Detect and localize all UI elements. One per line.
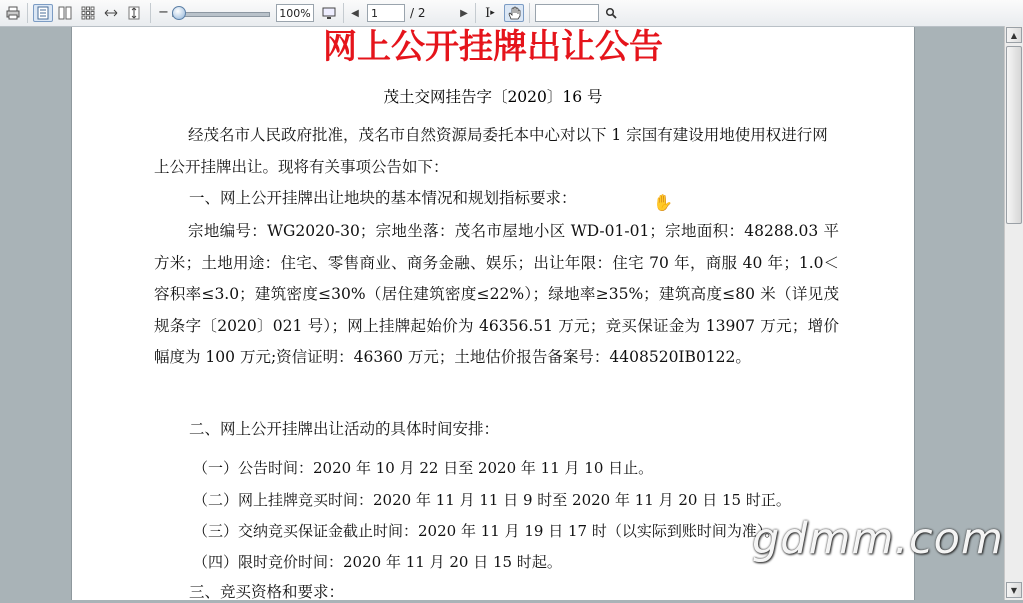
fit-width-icon[interactable]	[101, 4, 121, 22]
fit-height-icon[interactable]	[124, 4, 144, 22]
schedule-item: （一）公告时间：2020 年 10 月 22 日至 2020 年 11 月 10 日止。	[193, 459, 654, 477]
intro-paragraph: 经茂名市人民政府批准，茂名市自然资源局委托本中心对以下 1 宗国有建设用地使用权进行网上公开挂牌出让。现将有关事项公告如下：	[154, 126, 828, 176]
hand-tool-icon[interactable]	[504, 4, 524, 22]
search-input[interactable]	[535, 4, 599, 22]
schedule-item: （三）交纳竞买保证金截止时间：2020 年 11 月 19 日 17 时（以实际到账时间为准）。	[193, 522, 780, 540]
site-watermark: gdmm.com	[752, 514, 1004, 564]
section2-heading: 二、网上公开挂牌出让活动的具体时间安排：	[189, 420, 500, 438]
zoom-slider[interactable]	[172, 12, 270, 17]
vertical-scrollbar[interactable]	[1004, 26, 1023, 600]
scroll-down-icon[interactable]: ▼	[1006, 582, 1022, 598]
continuous-view-icon[interactable]	[55, 4, 75, 22]
schedule-item: （二）网上挂牌竞买时间：2020 年 11 月 11 日 9 时至 2020 年 11 月 20 日 15 时正。	[193, 491, 791, 509]
schedule-item: （四）限时竞价时间：2020 年 11 月 20 日 15 时起。	[193, 553, 562, 571]
zoom-slider-thumb[interactable]	[172, 6, 186, 20]
print-icon[interactable]	[3, 4, 23, 22]
viewer-toolbar	[0, 0, 1023, 27]
prev-page-icon[interactable]: ◀	[351, 7, 359, 19]
section1-body: 宗地编号：WG2020-30；宗地坐落：茂名市屋地小区 WD-01-01；宗地面积：48288.03 平方米；土地用途：住宅、零售商业、商务金融、娱乐；出让年限：住宅 70 年，商服 40 年；1.0＜容积率≤3.0；建筑密度≤30%（居住建筑密度≤22%）；绿地率≥35%；建筑高度≤80 米（详见茂规条字〔2020〕021 号）；网上挂牌起始价为 46356.51 万元；竞买保证金为 13907 万元；增价幅度为 100 万元;资信证明：46360 万元；土地估价报告备案号：4408520IB0122。	[154, 222, 839, 366]
section1-heading: 一、网上公开挂牌出让地块的基本情况和规划指标要求：	[189, 189, 577, 207]
search-icon[interactable]	[601, 4, 621, 22]
scroll-up-icon[interactable]: ▲	[1006, 27, 1022, 43]
page-total-label: / 2	[410, 6, 426, 20]
zoom-out-icon[interactable]: −	[158, 5, 169, 20]
hand-cursor-icon: ✋	[653, 193, 673, 212]
page-number-input[interactable]: 1	[367, 4, 405, 22]
single-page-view-icon[interactable]	[33, 4, 53, 22]
document-number: 茂土交网挂告字〔2020〕16 号	[383, 88, 603, 106]
section3-heading: 三、竞买资格和要求：	[189, 583, 345, 601]
fullscreen-icon[interactable]	[319, 4, 339, 22]
next-page-icon[interactable]: ▶	[460, 7, 468, 19]
text-select-icon[interactable]: I ▸	[485, 5, 495, 21]
thumbnail-grid-icon[interactable]	[78, 4, 98, 22]
document-title: 网上公开挂牌出让公告	[323, 27, 663, 67]
zoom-field[interactable]: 100%	[276, 4, 314, 22]
scrollbar-thumb[interactable]	[1006, 46, 1022, 224]
